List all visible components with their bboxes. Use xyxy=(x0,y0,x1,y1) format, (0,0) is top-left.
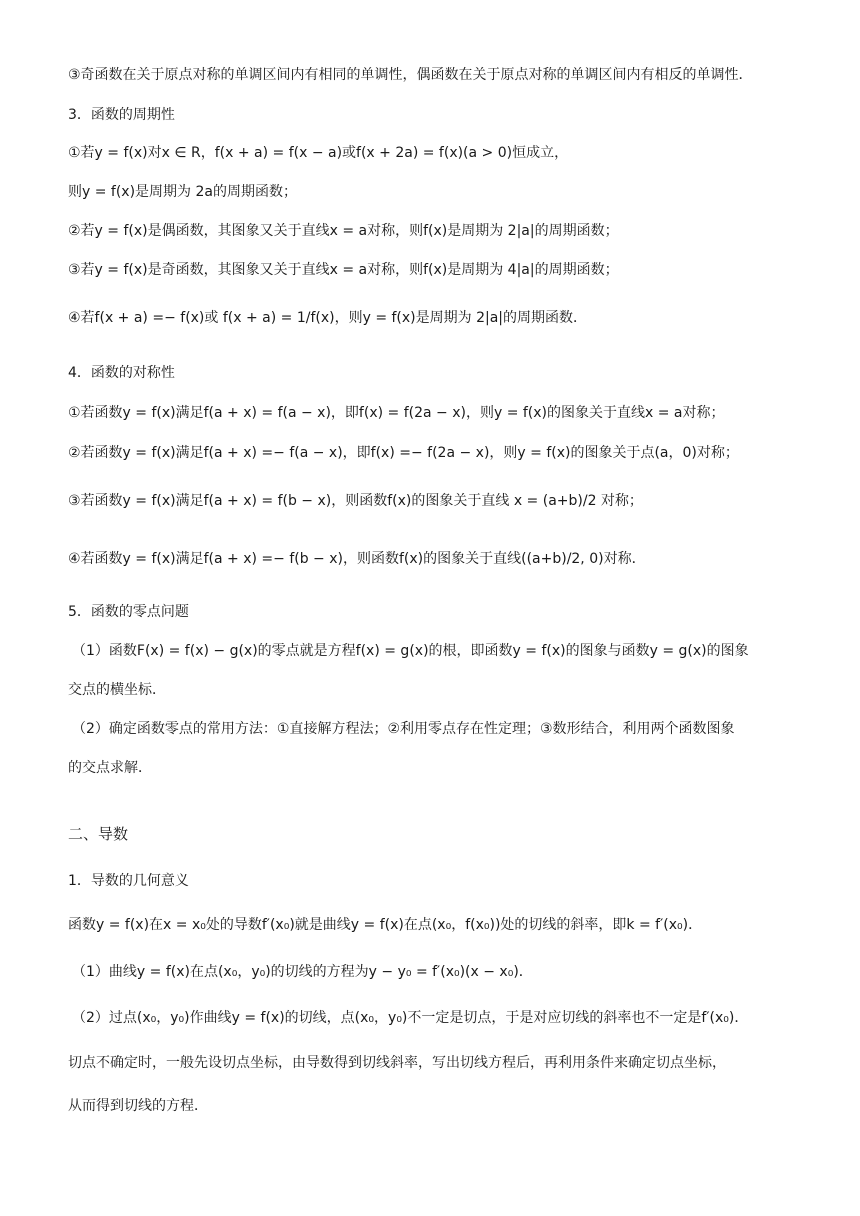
paragraph-symmetry-2: ②若函数y = f(x)满足f(a + x) =− f(a − x)，即f(x) =− f(2a − x)，则y = f(x)的图象关于点(a，0)对称； xyxy=(68,445,739,461)
paragraph-zero-points-1: （1）函数F(x) = f(x) − g(x)的零点就是方程f(x) = g(x)的根，即函数y = f(x)的图象与函数y = g(x)的图象 xyxy=(72,643,749,659)
paragraph-tangent-at-point: （1）曲线y = f(x)在点(x₀，y₀)的切线的方程为y − y₀ = f′(x₀)(x − x₀)． xyxy=(72,964,533,980)
paragraph-periodicity-4: ④若f(x + a) =− f(x)或 f(x + a) = 1/f(x)，则y = f(x)是周期为 2|a|的周期函数． xyxy=(68,310,588,326)
paragraph-odd-even-monotonicity: ③奇函数在关于原点对称的单调区间内有相同的单调性，偶函数在关于原点对称的单调区间内有相反的单调性． xyxy=(68,67,753,83)
section-heading-derivative: 二、导数 xyxy=(68,825,129,843)
heading-zero-points: 5．函数的零点问题 xyxy=(68,604,189,620)
paragraph-periodicity-1: ①若y = f(x)对x ∈ R，f(x + a) = f(x − a)或f(x + 2a) = f(x)(a > 0)恒成立， xyxy=(68,145,569,161)
paragraph-zero-points-1-cont: 交点的横坐标． xyxy=(68,682,166,698)
paragraph-symmetry-1: ①若函数y = f(x)满足f(a + x) = f(a − x)，即f(x) = f(2a − x)，则y = f(x)的图象关于直线x = a对称； xyxy=(68,405,725,421)
paragraph-tangent-through-point: （2）过点(x₀，y₀)作曲线y = f(x)的切线，点(x₀，y₀)不一定是切点，于是对应切线的斜率也不一定是f′(x₀)． xyxy=(72,1010,749,1026)
paragraph-zero-points-2-cont: 的交点求解． xyxy=(68,760,152,776)
paragraph-tangent-method: 切点不确定时，一般先设切点坐标，由导数得到切线斜率，写出切线方程后，再利用条件来确定切点坐标， xyxy=(68,1055,726,1071)
heading-geometric-meaning: 1．导数的几何意义 xyxy=(68,873,189,889)
paragraph-periodicity-2: ②若y = f(x)是偶函数，其图象又关于直线x = a对称，则f(x)是周期为 2|a|的周期函数； xyxy=(68,223,619,239)
paragraph-symmetry-3: ③若函数y = f(x)满足f(a + x) = f(b − x)，则函数f(x)的图象关于直线 x = (a+b)/2 对称； xyxy=(68,493,643,509)
paragraph-symmetry-4: ④若函数y = f(x)满足f(a + x) =− f(b − x)，则函数f(x)的图象关于直线((a+b)/2, 0)对称． xyxy=(68,551,646,567)
heading-periodicity: 3．函数的周期性 xyxy=(68,107,175,123)
heading-symmetry: 4．函数的对称性 xyxy=(68,365,175,381)
paragraph-zero-points-2: （2）确定函数零点的常用方法：①直接解方程法；②利用零点存在性定理；③数形结合，利用两个函数图象 xyxy=(72,721,735,737)
paragraph-periodicity-1-cont: 则y = f(x)是周期为 2a的周期函数； xyxy=(68,184,297,200)
paragraph-tangent-method-cont: 从而得到切线的方程． xyxy=(68,1098,208,1114)
paragraph-periodicity-3: ③若y = f(x)是奇函数，其图象又关于直线x = a对称，则f(x)是周期为 4|a|的周期函数； xyxy=(68,262,619,278)
paragraph-derivative-definition: 函数y = f(x)在x = x₀处的导数f′(x₀)就是曲线y = f(x)在点(x₀，f(x₀))处的切线的斜率，即k = f′(x₀)． xyxy=(68,917,703,933)
